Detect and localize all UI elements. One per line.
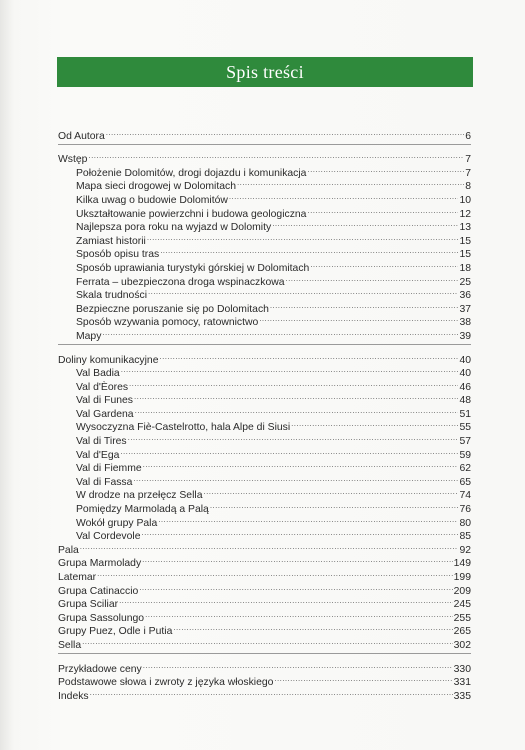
entry-title: Latemar: [58, 572, 97, 583]
dot-leader: [80, 539, 459, 553]
entry-page-number: 149: [453, 558, 471, 570]
dot-leader: [128, 430, 459, 444]
dot-leader: [148, 285, 458, 299]
dot-leader: [147, 230, 459, 244]
entry-title: Mapa sieci drogowej w Dolomitach: [76, 181, 236, 193]
section-divider: [58, 344, 471, 345]
entry-title: Sposób uprawiania turystyki górskiej w Dolomitach: [76, 262, 310, 274]
dot-leader: [106, 125, 464, 139]
entry-title: Najlepsza pora roku na wyjazd w Dolomity: [76, 222, 272, 234]
entry-page-number: 37: [459, 303, 471, 315]
dot-leader: [143, 458, 459, 472]
entry-title: Grupy Puez, Odle i Putia: [58, 626, 173, 638]
dot-leader: [143, 658, 453, 672]
entry-title: Val di Fiemme: [76, 463, 142, 475]
entry-page-number: 7: [465, 154, 471, 166]
entry-title: Val di Fassa: [76, 476, 133, 488]
section-divider: [58, 653, 471, 654]
entry-title: W drodze na przełęcz Sella: [76, 490, 203, 502]
entry-title: Wstęp: [58, 154, 88, 166]
dot-leader: [160, 244, 458, 258]
dot-leader: [135, 403, 459, 417]
entry-page-number: 40: [459, 354, 471, 366]
dot-leader: [310, 257, 458, 271]
dot-leader: [286, 271, 459, 285]
dot-leader: [129, 376, 458, 390]
entry-title: Bezpieczne poruszanie się po Dolomitach: [76, 303, 269, 315]
entry-title: Val Cordevole: [76, 531, 141, 543]
entry-page-number: 255: [453, 612, 471, 624]
entry-title: Sposób wzywania pomocy, ratownictwo: [76, 317, 259, 329]
entry-title: Wysoczyzna Fiè-Castelrotto, hala Alpe di Siusi: [76, 422, 291, 434]
toc-subentry: [58, 325, 471, 342]
toc-entry: [58, 685, 471, 702]
entry-page-number: 48: [459, 395, 471, 407]
dot-leader: [121, 363, 459, 377]
dot-leader: [82, 634, 453, 648]
entry-page-number: 245: [453, 599, 471, 611]
entry-page-number: 57: [459, 436, 471, 448]
entry-page-number: 51: [459, 408, 471, 420]
entry-title: Pala: [58, 544, 79, 556]
entry-page-number: 6: [465, 130, 471, 142]
toc-entry: [58, 580, 471, 597]
entry-title: Indeks: [58, 690, 89, 702]
toc-entry: [58, 634, 471, 651]
entry-page-number: 62: [459, 463, 471, 475]
entry-page-number: 38: [459, 317, 471, 329]
toc-entry: [58, 149, 471, 166]
entry-page-number: 39: [459, 330, 471, 342]
entry-title: Od Autora: [58, 130, 105, 142]
toc-entry: [58, 125, 471, 142]
table-of-contents: [58, 125, 471, 702]
dot-leader: [291, 417, 458, 431]
entry-title: Mapy: [76, 330, 102, 342]
entry-page-number: 199: [453, 572, 471, 583]
entry-page-number: 46: [459, 381, 471, 393]
dot-leader: [90, 685, 453, 699]
entry-page-number: 13: [459, 222, 471, 234]
entry-title: Skala trudności: [76, 290, 148, 302]
entry-title: Ukształtowanie powierzchni i budowa geologiczna: [76, 208, 307, 220]
dot-leader: [142, 553, 453, 567]
entry-title: Grupa Catinaccio: [58, 585, 139, 597]
toc-entry: [58, 553, 471, 570]
toc-subentry: [58, 363, 471, 380]
entry-page-number: 55: [459, 422, 471, 434]
entry-title: Grupa Marmolady: [58, 558, 142, 570]
entry-title: Val di Funes: [76, 395, 133, 407]
dot-leader: [203, 485, 458, 499]
entry-title: Przykładowe ceny: [58, 663, 142, 675]
entry-page-number: 7: [465, 167, 471, 179]
entry-title: Grupa Sciliar: [58, 599, 119, 611]
toc-entry: [58, 658, 471, 675]
dot-leader: [229, 189, 459, 203]
entry-page-number: 65: [459, 476, 471, 488]
entry-title: Podstawowe słowa i zwroty z języka włoskiego: [58, 677, 274, 689]
entry-page-number: 331: [453, 677, 471, 689]
section-divider: [58, 144, 471, 145]
entry-title: Kilka uwag o budowie Dolomitów: [76, 194, 228, 206]
dot-leader: [145, 607, 453, 621]
dot-leader: [307, 162, 464, 176]
dot-leader: [237, 176, 464, 190]
entry-title: Położenie Dolomitów, drogi dojazdu i komunikacja: [76, 167, 307, 179]
dot-leader: [270, 298, 459, 312]
entry-page-number: 40: [459, 368, 471, 380]
entry-title: Ferrata – ubezpieczona droga wspinaczkowa: [76, 276, 285, 288]
entry-page-number: 25: [459, 276, 471, 288]
entry-title: Grupa Sassolungo: [58, 612, 145, 624]
dot-leader: [133, 471, 458, 485]
dot-leader: [210, 498, 459, 512]
toc-entry: [58, 594, 471, 611]
entry-page-number: 330: [453, 663, 471, 675]
entry-page-number: 85: [459, 531, 471, 543]
entry-page-number: 76: [459, 504, 471, 516]
entry-title: Val d'Ega: [76, 449, 120, 461]
dot-leader: [259, 312, 458, 326]
entry-page-number: 18: [459, 262, 471, 274]
entry-page-number: 12: [459, 208, 471, 220]
page-title: Spis treści: [226, 61, 304, 82]
entry-page-number: 15: [459, 235, 471, 247]
dot-leader: [173, 621, 452, 635]
toc-subentry: [58, 458, 471, 475]
dot-leader: [160, 349, 459, 363]
dot-leader: [272, 217, 458, 231]
entry-title: Val d'Èores: [76, 381, 129, 393]
dot-leader: [88, 149, 464, 163]
entry-page-number: 74: [459, 490, 471, 502]
entry-page-number: 265: [453, 626, 471, 638]
entry-title: Pomiędzy Marmoladą a Palą: [76, 504, 209, 516]
entry-page-number: 92: [459, 544, 471, 556]
toc-entry: [58, 349, 471, 366]
dot-leader: [142, 526, 459, 540]
dot-leader: [119, 594, 453, 608]
dot-leader: [158, 512, 458, 526]
dot-leader: [307, 203, 458, 217]
entry-page-number: 209: [453, 585, 471, 597]
entry-title: Sella: [58, 639, 82, 651]
dot-leader: [274, 672, 452, 686]
entry-title: Zamiast historii: [76, 235, 146, 247]
entry-page-number: 15: [459, 249, 471, 261]
dot-leader: [134, 390, 458, 404]
toc-subentry: [58, 444, 471, 461]
entry-title: Val di Tires: [76, 436, 127, 448]
entry-page-number: 10: [459, 194, 471, 206]
entry-title: Doliny komunikacyjne: [58, 354, 159, 366]
entry-page-number: 8: [465, 181, 471, 193]
toc-entry: [58, 566, 471, 583]
dot-leader: [97, 566, 453, 580]
entry-title: Sposób opisu tras: [76, 249, 160, 261]
entry-page-number: 59: [459, 449, 471, 461]
entry-page-number: 302: [453, 639, 471, 651]
entry-page-number: 80: [459, 517, 471, 529]
entry-title: Val Badia: [76, 368, 120, 380]
dot-leader: [102, 325, 458, 339]
entry-page-number: 335: [453, 690, 471, 702]
entry-title: Wokół grupy Pala: [76, 517, 158, 529]
toc-header-bar: [57, 57, 473, 87]
entry-page-number: 36: [459, 290, 471, 302]
dot-leader: [139, 580, 452, 594]
entry-title: Val Gardena: [76, 408, 134, 420]
toc-entry: [58, 539, 471, 556]
dot-leader: [120, 444, 458, 458]
toc-subentry: [58, 162, 471, 179]
toc-entry: [58, 607, 471, 624]
